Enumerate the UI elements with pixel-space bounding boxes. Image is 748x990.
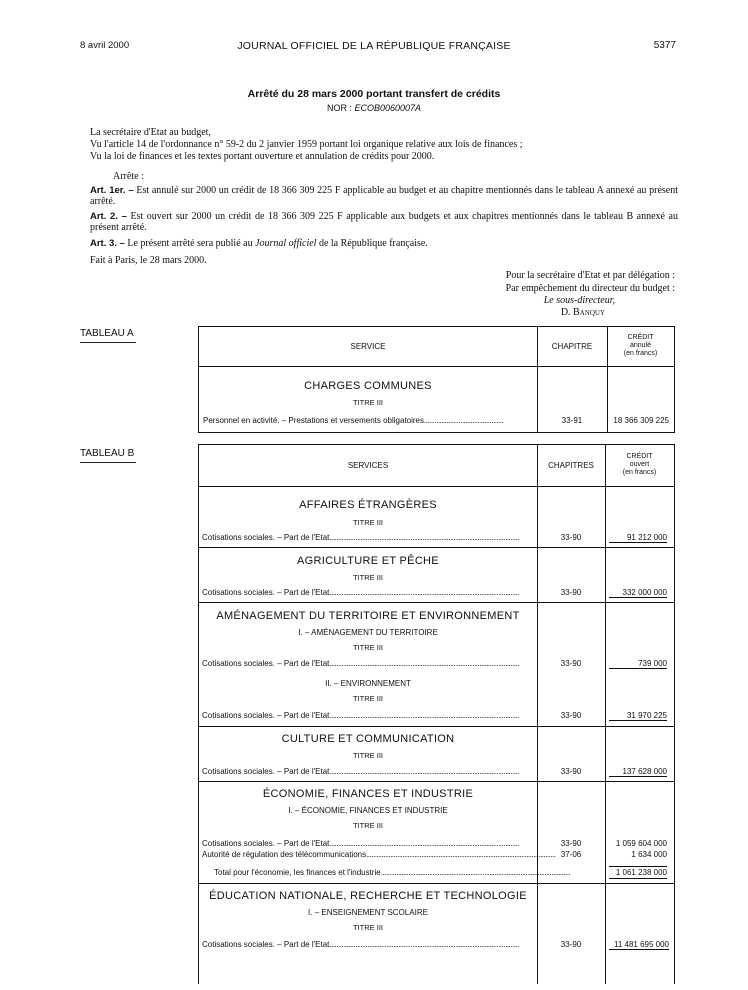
- journal-title: JOURNAL OFFICIEL DE LA RÉPUBLIQUE FRANÇAISE: [237, 40, 511, 52]
- section-agriculture: AGRICULTURE ET PÊCHE: [297, 555, 439, 567]
- tableau-b-label: TABLEAU B: [80, 448, 135, 459]
- header-credit: [607, 334, 674, 358]
- sub-section-economie: I. – ÉCONOMIE, FINANCES ET INDUSTRIE: [288, 806, 448, 815]
- header-service: SERVICE: [350, 342, 386, 351]
- section-separator: [199, 547, 674, 548]
- header-credit-3: (en francs): [622, 469, 657, 476]
- row-amount: 1 059 604 000: [615, 839, 667, 848]
- titre-label: TITRE III: [353, 821, 383, 830]
- titre-label: TITRE III: [353, 518, 383, 527]
- article-1-text: Est annulé sur 2000 un crédit de 18 366 309 225 F applicable au budget et au chapitre mentionnés dans le tableau A annexé au présent arrêté.: [90, 185, 678, 207]
- fait-line: Fait à Paris, le 28 mars 2000.: [90, 255, 207, 266]
- sub-section-amenagement-territoire: I. – AMÉNAGEMENT DU TERRITOIRE: [298, 628, 438, 637]
- header-chapitre: CHAPITRE: [551, 342, 593, 351]
- article-2-text: Est ouvert sur 2000 un crédit de 18 366 309 225 F applicable aux budgets et aux chapitres mentionnés dans le tableau B annexé au présent arrêté.: [90, 211, 678, 233]
- row-chapitre: 33-90: [560, 533, 582, 542]
- page-number: 5377: [653, 40, 676, 51]
- row-chapitre: 33-90: [560, 659, 582, 668]
- row-label: Cotisations sociales. – Part de l'Etat..............................................................................................................: [202, 767, 519, 776]
- header-credit-1: CRÉDIT: [626, 453, 653, 460]
- section-economie: ÉCONOMIE, FINANCES ET INDUSTRIE: [262, 788, 474, 800]
- row-label: Autorité de régulation des télécommunications..............................................................................................................: [202, 850, 556, 859]
- section-separator: [199, 726, 674, 727]
- article-3-label: Art. 3. –: [90, 238, 125, 249]
- row-chapitre: 33-90: [560, 940, 582, 949]
- row-label: Personnel en activité. – Prestations et versements obligatoires..............................................: [203, 416, 504, 425]
- arrete-title: Arrêté du 28 mars 2000 portant transfert de crédits: [247, 88, 501, 100]
- row-amount: 11 481 695 000: [609, 940, 669, 950]
- row-chapitre: 33-90: [560, 588, 582, 597]
- row-amount: 18 366 309 225: [613, 416, 669, 425]
- section-separator: [199, 602, 674, 603]
- titre-label: TITRE III: [353, 694, 383, 703]
- header-services: SERVICES: [347, 461, 389, 470]
- row-chapitre: 33-90: [560, 839, 582, 848]
- tableau-a: [198, 326, 675, 433]
- nor-prefix: NOR :: [326, 103, 355, 113]
- titre-label: TITRE III: [353, 573, 383, 582]
- row-amount: 31 970 225: [609, 711, 667, 721]
- col-divider: [605, 445, 606, 984]
- article-3: [90, 238, 678, 249]
- row-label: Cotisations sociales. – Part de l'Etat..............................................................................................................: [202, 588, 519, 597]
- row-label: Cotisations sociales. – Part de l'Etat..............................................................................................................: [202, 533, 519, 542]
- nor-code: ECOB0060007A: [354, 103, 422, 113]
- titre-label: TITRE III: [353, 923, 383, 932]
- total-amount: 1 061 238 000: [609, 866, 667, 879]
- row-label: Cotisations sociales. – Part de l'Etat..............................................................................................................: [202, 940, 519, 949]
- article-3-text: Le présent arrêté sera publié au: [124, 238, 256, 249]
- row-chapitre: 37-06: [560, 850, 582, 859]
- header-chapitres: CHAPITRES: [548, 461, 594, 470]
- sub-section-enseignement-scolaire: I. – ENSEIGNEMENT SCOLAIRE: [308, 908, 428, 917]
- article-3-text-after: de la République française.: [316, 238, 428, 249]
- intro-2: Vu l'article 14 de l'ordonnance n° 59-2 du 2 janvier 1959 portant loi organique relative aux lois de finances ;: [90, 139, 523, 150]
- intro-1: La secrétaire d'Etat au budget,: [90, 127, 211, 138]
- header-credit-2: ouvert: [629, 461, 650, 468]
- row-amount: 1 634 000: [631, 850, 667, 859]
- section-charges-communes: CHARGES COMMUNES: [304, 380, 432, 392]
- arrete-word: Arrête :: [113, 171, 144, 182]
- row-chapitre: 33-90: [560, 767, 582, 776]
- titre-label: TITRE III: [353, 643, 383, 652]
- signature-line-3: Le sous-directeur,: [543, 295, 615, 306]
- row-label: Cotisations sociales. – Part de l'Etat..............................................................................................................: [202, 711, 519, 720]
- signature-line-2: Par empêchement du directeur du budget :: [505, 283, 675, 294]
- article-3-italic: Journal officiel: [255, 238, 317, 249]
- row-label: Cotisations sociales. – Part de l'Etat..............................................................................................................: [202, 659, 519, 668]
- titre-label: TITRE III: [353, 398, 383, 407]
- article-2: [90, 211, 678, 233]
- section-amenagement: AMÉNAGEMENT DU TERRITOIRE ET ENVIRONNEMENT: [216, 610, 520, 622]
- section-affaires-etrangeres: AFFAIRES ÉTRANGÈRES: [299, 499, 437, 511]
- section-separator: [199, 883, 674, 884]
- header-credit-1: CRÉDIT: [627, 334, 654, 341]
- tableau-a-label: TABLEAU A: [80, 328, 134, 339]
- article-1-label: Art. 1er. –: [90, 185, 134, 196]
- header-credit-3: (en francs): [623, 350, 658, 357]
- header-credit: [605, 453, 674, 477]
- section-separator: [199, 781, 674, 782]
- row-chapitre: 33-90: [560, 711, 582, 720]
- row-chapitre: 33-91: [561, 416, 583, 425]
- section-culture: CULTURE ET COMMUNICATION: [281, 733, 455, 745]
- titre-label: TITRE III: [353, 751, 383, 760]
- intro-3: Vu la loi de finances et les textes portant ouverture et annulation de crédits pour 2000.: [90, 151, 435, 162]
- header-credit-2: annulé: [629, 342, 652, 349]
- section-education: ÉDUCATION NATIONALE, RECHERCHE ET TECHNOLOGIE: [209, 890, 527, 902]
- article-2-label: Art. 2. –: [90, 211, 127, 222]
- total-label: Total pour l'économie, les finances et l'industrie..............................................................................................................: [214, 868, 571, 877]
- tableau-b-rule: [80, 462, 136, 463]
- row-label: Cotisations sociales. – Part de l'Etat..............................................................................................................: [202, 839, 519, 848]
- sub-section-environnement: II. – ENVIRONNEMENT: [325, 679, 411, 688]
- tableau-a-rule: [80, 342, 136, 343]
- row-amount: 739 000: [609, 659, 667, 669]
- signature-name: D. Banquy: [560, 307, 605, 318]
- article-1: [90, 185, 678, 207]
- row-amount: 332 000 000: [609, 588, 667, 598]
- tableau-b: [198, 444, 675, 984]
- nor-line: [0, 103, 748, 113]
- row-amount: 137 628 000: [609, 767, 667, 777]
- header-date: 8 avril 2000: [80, 40, 130, 51]
- signature-line-1: Pour la secrétaire d'Etat et par délégation :: [505, 270, 675, 281]
- row-amount: 91 212 000: [609, 533, 667, 543]
